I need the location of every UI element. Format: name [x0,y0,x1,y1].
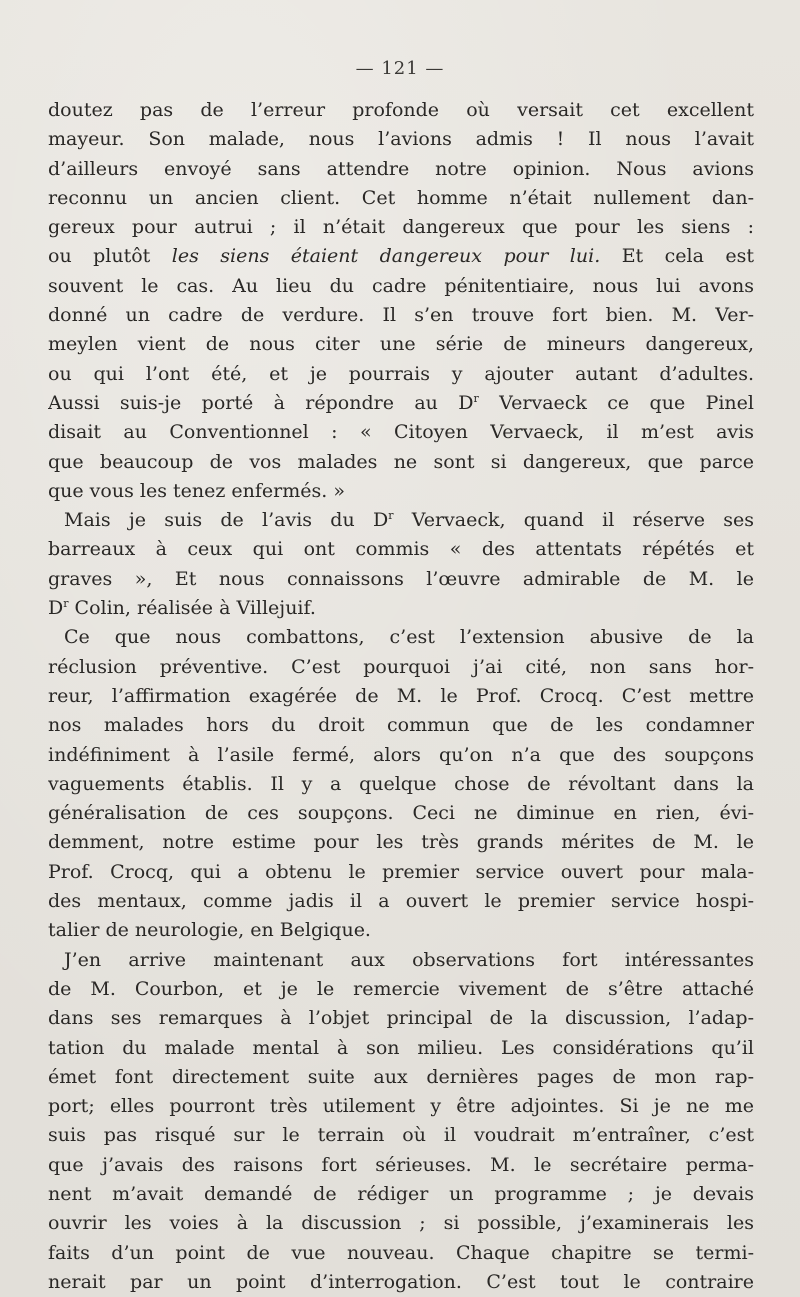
text-line [48,242,754,271]
text-segment: Aussi suis-je porté à répondre au D [48,391,474,414]
text-segment: Mais je suis de l’avis du D [64,509,389,532]
text-line: Ce que nous combattons, c’est l’extension abusive de la [64,626,754,649]
superscript: r [473,391,479,405]
text-line: meylen vient de nous citer une série de mineurs dangereux, [48,333,754,356]
text-line: gereux pour autrui ; il n’était dangereux que pour les siens : [48,216,754,239]
text-line [48,506,754,535]
italic-phrase: les siens étaient dangereux pour lui. [171,245,601,268]
text-line: port; elles pourront très utilement y être adjointes. Si je ne me [48,1095,754,1118]
text-line: reur, l’affirmation exagérée de M. le Prof. Crocq. C’est mettre [48,684,754,707]
text-line: talier de neurologie, en Belgique. [48,919,371,942]
text-line: demment, notre estime pour les très grands mérites de M. le [48,831,754,854]
page-number: — 121 — [355,58,445,79]
text-line: J’en arrive maintenant aux observations fort intéressantes [64,948,754,971]
text-line: ouvrir les voies à la discussion ; si possible, j’examinerais les [48,1212,754,1235]
text-segment: ou plutôt [48,245,172,268]
text-line: réclusion préventive. C’est pourquoi j’ai cité, non sans hor- [48,655,754,678]
text-line: faits d’un point de vue nouveau. Chaque chapitre se termi- [48,1241,754,1264]
text-segment: Colin, réalisée à Villejuif. [68,597,316,620]
text-line: barreaux à ceux qui ont commis « des attentats répétés et [48,538,754,561]
text-line: dans ses remarques à l’objet principal de la discussion, l’adap- [48,1007,754,1030]
text-line: suis pas risqué sur le terrain où il voudrait m’entraîner, c’est [48,1124,754,1147]
text-segment: Vervaeck ce que Pinel [478,391,754,414]
text-line [48,389,754,418]
superscript: r [63,597,69,611]
text-line: donné un cadre de verdure. Il s’en trouve fort bien. M. Ver- [48,304,754,327]
text-line: d’ailleurs envoyé sans attendre notre opinion. Nous avions [48,157,754,180]
text-line: des mentaux, comme jadis il a ouvert le premier service hospi- [48,890,754,913]
text-line: souvent le cas. Au lieu du cadre pénitentiaire, nous lui avons [48,274,754,297]
text-line: que j’avais des raisons fort sérieuses. M. le secrétaire perma- [48,1153,754,1176]
text-line: disait au Conventionnel : « Citoyen Vervaeck, il m’est avis [48,421,754,444]
text-line: nerait par un point d’interrogation. C’est tout le contraire [48,1270,754,1293]
text-segment: Et cela est [600,245,754,268]
text-line: vaguements établis. Il y a quelque chose de révoltant dans la [48,772,754,795]
text-line: ou qui l’ont été, et je pourrais y ajouter autant d’adultes. [48,362,754,385]
text-line: que beaucoup de vos malades ne sont si dangereux, que parce [48,450,754,473]
text-line: mayeur. Son malade, nous l’avions admis ! Il nous l’avait [48,128,754,151]
text-line: tation du malade mental à son milieu. Les considérations qu’il [48,1036,754,1059]
text-line: Prof. Crocq, qui a obtenu le premier service ouvert pour mala- [48,860,754,883]
text-line: émet font directement suite aux dernières pages de mon rap- [48,1065,754,1088]
text-line: reconnu un ancien client. Cet homme n’était nullement dan- [48,186,754,209]
text-line: doutez pas de l’erreur profonde où versait cet excellent [48,99,754,121]
text-segment: D [48,597,64,620]
text-line: nent m’avait demandé de rédiger un programme ; je devais [48,1182,754,1205]
body-text [48,96,754,1297]
text-line: indéfiniment à l’asile fermé, alors qu’on n’a que des soupçons [48,743,754,766]
text-line: nos malades hors du droit commun que de les condamner [48,714,754,737]
text-line: graves », Et nous connaissons l’œuvre admirable de M. le [48,567,754,590]
text-line: que vous les tenez enfermés. » [48,479,345,502]
text-line: généralisation de ces soupçons. Ceci ne diminue en rien, évi- [48,802,754,825]
superscript: r [388,509,394,523]
text-line [48,594,754,623]
text-line: de M. Courbon, et je le remercie vivement de s’être attaché [48,977,754,1000]
text-segment: Vervaeck, quand il réserve ses [393,509,754,532]
